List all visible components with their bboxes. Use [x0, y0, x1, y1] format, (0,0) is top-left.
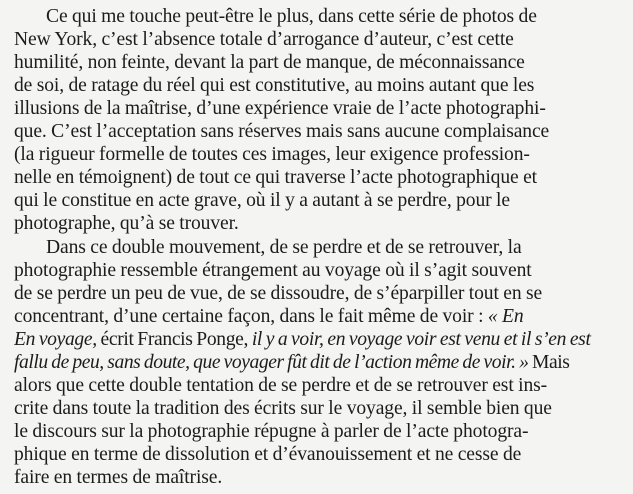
text-run: Ce qui me touche peut-être le plus, dans cette série de photos de — [46, 6, 537, 27]
text-run: qui le constitue en acte grave, où il y a autant à se perdre, pour le — [14, 190, 510, 211]
text-run: Dans ce double mouvement, de se perdre et de se retrouver, la — [46, 237, 522, 258]
text-run-italic: En voyage, — [14, 329, 97, 350]
text-line — [14, 373, 633, 398]
text-run-italic: « En — [487, 306, 524, 327]
text-run: faire en termes de maîtrise. — [14, 467, 223, 488]
text-run: photographie ressemble étrangement au voyage où il s’agit souvent — [14, 260, 532, 281]
text-run: New York, c’est l’absence totale d’arrogance d’auteur, c’est cette — [14, 29, 514, 50]
text-run: alors que cette double tentation de se perdre et de se retrouver est ins- — [14, 375, 548, 396]
text-run: Mais — [528, 352, 570, 373]
text-run: de se perdre un peu de vue, de se dissoudre, de s’éparpiller tout en se — [14, 283, 543, 304]
text-line — [14, 396, 633, 421]
text-run: illusions de la maîtrise, d’une expérience vraie de l’acte photographi- — [14, 98, 546, 119]
text-run: concentrant, d’une certaine façon, dans le fait même de voir : — [14, 306, 488, 327]
text-line — [14, 258, 633, 283]
text-line — [14, 327, 633, 352]
text-run-italic: il y a voir, en voyage voir est venu et il s’en est — [251, 329, 591, 350]
text-line — [14, 73, 633, 98]
text-run: phique en terme de dissolution et d’évanouissement et ne cesse de — [14, 444, 522, 465]
text-line — [14, 419, 633, 444]
text-line — [14, 281, 633, 306]
text-line — [14, 27, 633, 52]
text-line — [14, 96, 633, 121]
text-line — [14, 211, 633, 236]
text-run: humilité, non feinte, devant la part de manque, de méconnaissance — [14, 52, 525, 73]
text-run: photographe, qu’à se trouver. — [14, 213, 239, 234]
text-line — [14, 188, 633, 213]
text-run-italic: fallu de peu, sans doute, que voyager fût dit de l’action même de voir. » — [14, 352, 529, 373]
text-line — [14, 119, 633, 144]
text-line — [14, 50, 633, 75]
text-line — [14, 350, 633, 375]
text-run: le discours sur la photographie répugne à parler de l’acte photogra- — [14, 421, 529, 442]
text-run: de soi, de ratage du réel qui est constitutive, au moins autant que les — [14, 75, 535, 96]
text-line — [14, 442, 633, 467]
text-run: que. C’est l’acceptation sans réserves mais sans aucune complaisance — [14, 121, 550, 142]
text-line — [14, 465, 633, 490]
text-run: crite dans toute la tradition des écrits sur le voyage, il semble bien que — [14, 398, 552, 419]
text-run: nelle en témoignent) de tout ce qui traverse l’acte photographique et — [14, 167, 537, 188]
text-run: (la rigueur formelle de toutes ces images, leur exigence profession- — [14, 144, 530, 165]
text-run: écrit Francis Ponge, — [96, 329, 252, 350]
text-line — [14, 165, 633, 190]
text-line — [46, 235, 633, 260]
text-line — [14, 304, 633, 329]
text-line — [14, 142, 633, 167]
text-line — [46, 4, 633, 29]
